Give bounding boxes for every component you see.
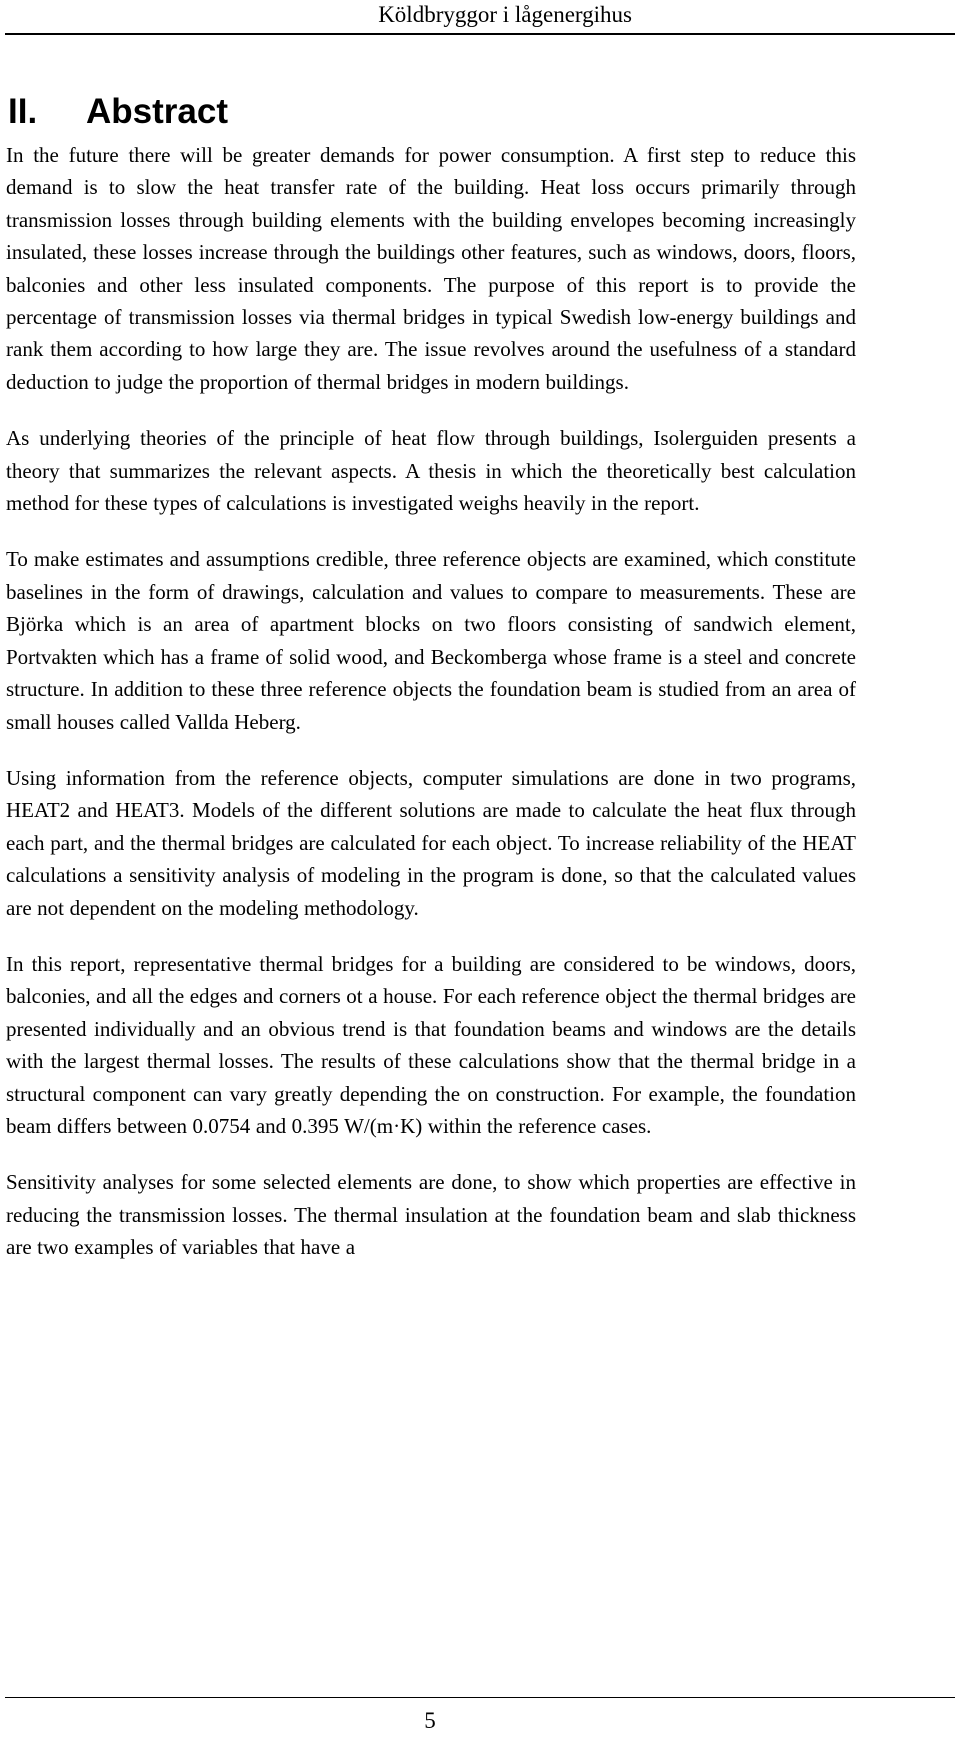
paragraph-4: Using information from the reference objects, computer simulations are done in two programs, HEAT2 and HEAT3. Models of the different solutions are made to calculate the heat flux through each part, and the thermal bridges are calculated for each object. To increase reliability of the HEAT calculations a sensitivity analysis of modeling in the program is done, so that the calculated values are not dependent on the modeling methodology. [6, 765, 856, 920]
section-title: Abstract [86, 92, 228, 131]
paragraph-6: Sensitivity analyses for some selected elements are done, to show which properties are effective in reducing the transmission losses. The thermal insulation at the foundation beam and slab thickness are two examples of variables that have a [6, 1170, 856, 1260]
paragraph-1: In the future there will be greater demands for power consumption. A first step to reduce this demand is to slow the heat transfer rate of the building. Heat loss occurs primarily through transmission losses through building elements with the building envelopes becoming increasingly insulated, these losses increase through the buildings other features, such as windows, doors, floors, balconies and other less insulated components. The purpose of this report is to provide the percentage of transmission losses via thermal bridges in typical Swedish low-energy buildings and rank them according to how large they are. The issue revolves around the usefulness of a standard deduction to judge the proportion of thermal bridges in modern buildings. [6, 143, 856, 394]
paragraph-5: In this report, representative thermal bridges for a building are considered to be windows, doors, balconies, and all the edges and corners ot a house. For each reference object the thermal bridges are presented individually and an obvious trend is that foundation beams and windows are the details with the largest thermal losses. The results of these calculations show that the thermal bridge in a structural component can vary greatly depending the on construction. For example, the foundation beam differs between 0.0754 and 0.395 W/(m·K) within the reference cases. [6, 951, 856, 1138]
header-rule [5, 33, 955, 35]
footer-rule [5, 1697, 955, 1698]
section-heading [8, 92, 228, 132]
page-number: 5 [424, 1708, 436, 1733]
abstract-body [6, 139, 856, 1288]
paragraph-3: To make estimates and assumptions credible, three reference objects are examined, which constitute baselines in the form of drawings, calculation and values to compare to measurements. These are Björka which is an area of apartment blocks on two floors consisting of sandwich element, Portvakten which has a frame of solid wood, and Beckomberga whose frame is a steel and concrete structure. In addition to these three reference objects the foundation beam is studied from an area of small houses called Vallda Heberg. [6, 547, 856, 734]
section-number: II. [8, 92, 38, 131]
running-header: Köldbryggor i lågenergihus [378, 2, 632, 27]
paragraph-2: As underlying theories of the principle of heat flow through buildings, Isolerguiden presents a theory that summarizes the relevant aspects. A thesis in which the theoretically best calculation method for these types of calculations is investigated weighs heavily in the report. [6, 426, 856, 516]
